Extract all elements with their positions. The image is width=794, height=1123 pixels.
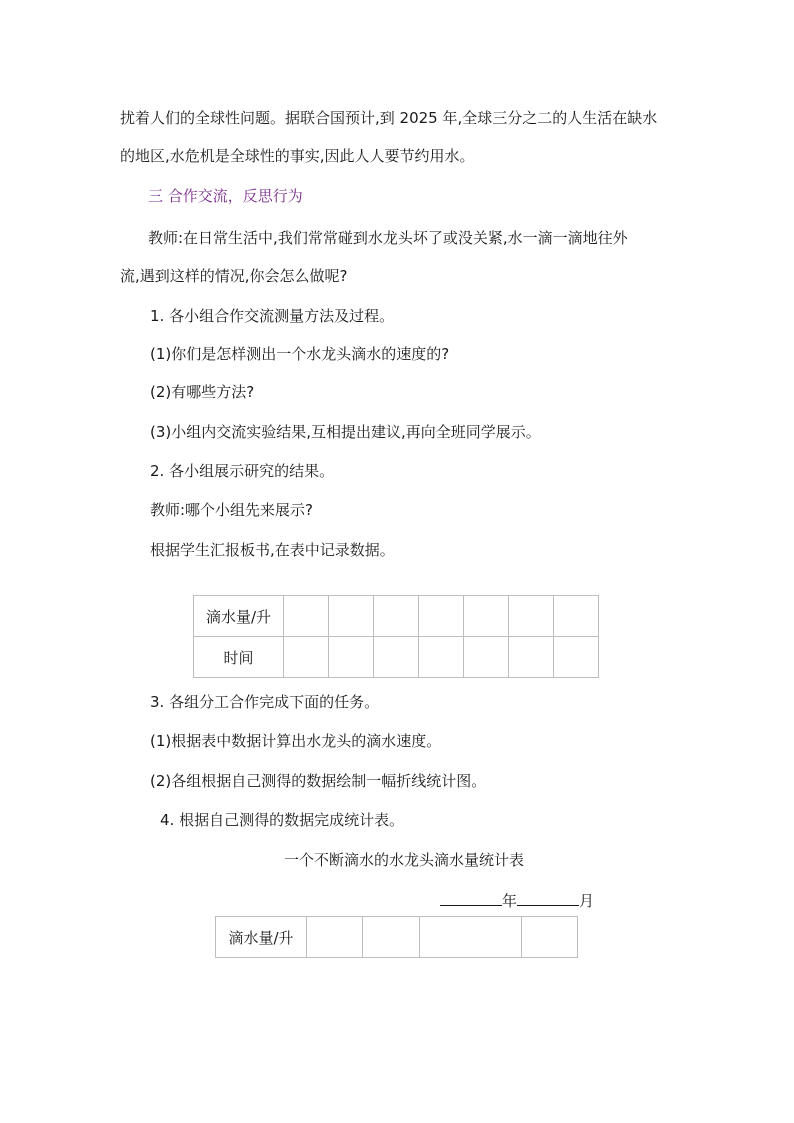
table-cell[interactable] (509, 637, 554, 678)
table-header-cell: 时间 (194, 637, 284, 678)
table-cell[interactable] (329, 596, 374, 637)
paragraph-line: 的地区,水危机是全球性的事实,因此人人要节约用水。 (120, 147, 475, 165)
table-cell[interactable] (307, 917, 363, 958)
table-title: 一个不断滴水的水龙头滴水量统计表 (284, 851, 525, 869)
table-row (216, 917, 578, 958)
table-cell[interactable] (509, 596, 554, 637)
table-cell[interactable] (420, 917, 522, 958)
table-cell[interactable] (363, 917, 420, 958)
table-header-cell: 滴水量/升 (194, 596, 284, 637)
year-blank[interactable] (440, 889, 502, 906)
section-heading: 三 合作交流，反思行为 (148, 187, 303, 205)
date-fill-line (440, 889, 594, 911)
table-header-cell: 滴水量/升 (216, 917, 307, 958)
list-item: (3)小组内交流实验结果,互相提出建议,再向全班同学展示。 (150, 423, 541, 441)
year-label: 年 (502, 892, 518, 910)
data-table-2 (215, 916, 578, 958)
list-item: (1)你们是怎样测出一个水龙头滴水的速度的? (150, 345, 450, 363)
table-cell[interactable] (464, 637, 509, 678)
paragraph-line: 扰着人们的全球性问题。据联合国预计,到 2025 年,全球三分之二的人生活在缺水 (120, 109, 658, 127)
month-blank[interactable] (517, 889, 579, 906)
data-table-1 (193, 595, 599, 678)
paragraph-line: 流,遇到这样的情况,你会怎么做呢? (120, 267, 348, 285)
table-cell[interactable] (329, 637, 374, 678)
table-row (194, 596, 599, 637)
list-item: (2)有哪些方法? (150, 383, 255, 401)
table-cell[interactable] (522, 917, 578, 958)
list-item: 根据学生汇报板书,在表中记录数据。 (150, 541, 395, 559)
list-item: 3. 各组分工合作完成下面的任务。 (150, 693, 380, 711)
list-item: 教师:哪个小组先来展示? (150, 501, 314, 519)
month-label: 月 (579, 892, 595, 910)
table-cell[interactable] (284, 637, 329, 678)
table-cell[interactable] (374, 637, 419, 678)
table-cell[interactable] (419, 596, 464, 637)
table-cell[interactable] (374, 596, 419, 637)
table-cell[interactable] (464, 596, 509, 637)
list-item: (1)根据表中数据计算出水龙头的滴水速度。 (150, 732, 442, 750)
list-item: 1. 各小组合作交流测量方法及过程。 (150, 307, 395, 325)
paragraph-line: 教师:在日常生活中,我们常常碰到水龙头坏了或没关紧,水一滴一滴地往外 (148, 229, 628, 247)
table-cell[interactable] (284, 596, 329, 637)
table-cell[interactable] (554, 596, 599, 637)
table-row (194, 637, 599, 678)
list-item: (2)各组根据自己测得的数据绘制一幅折线统计图。 (150, 772, 487, 790)
list-item: 2. 各小组展示研究的结果。 (150, 462, 335, 480)
table-cell[interactable] (554, 637, 599, 678)
table-cell[interactable] (419, 637, 464, 678)
list-item: 4. 根据自己测得的数据完成统计表。 (160, 811, 405, 829)
